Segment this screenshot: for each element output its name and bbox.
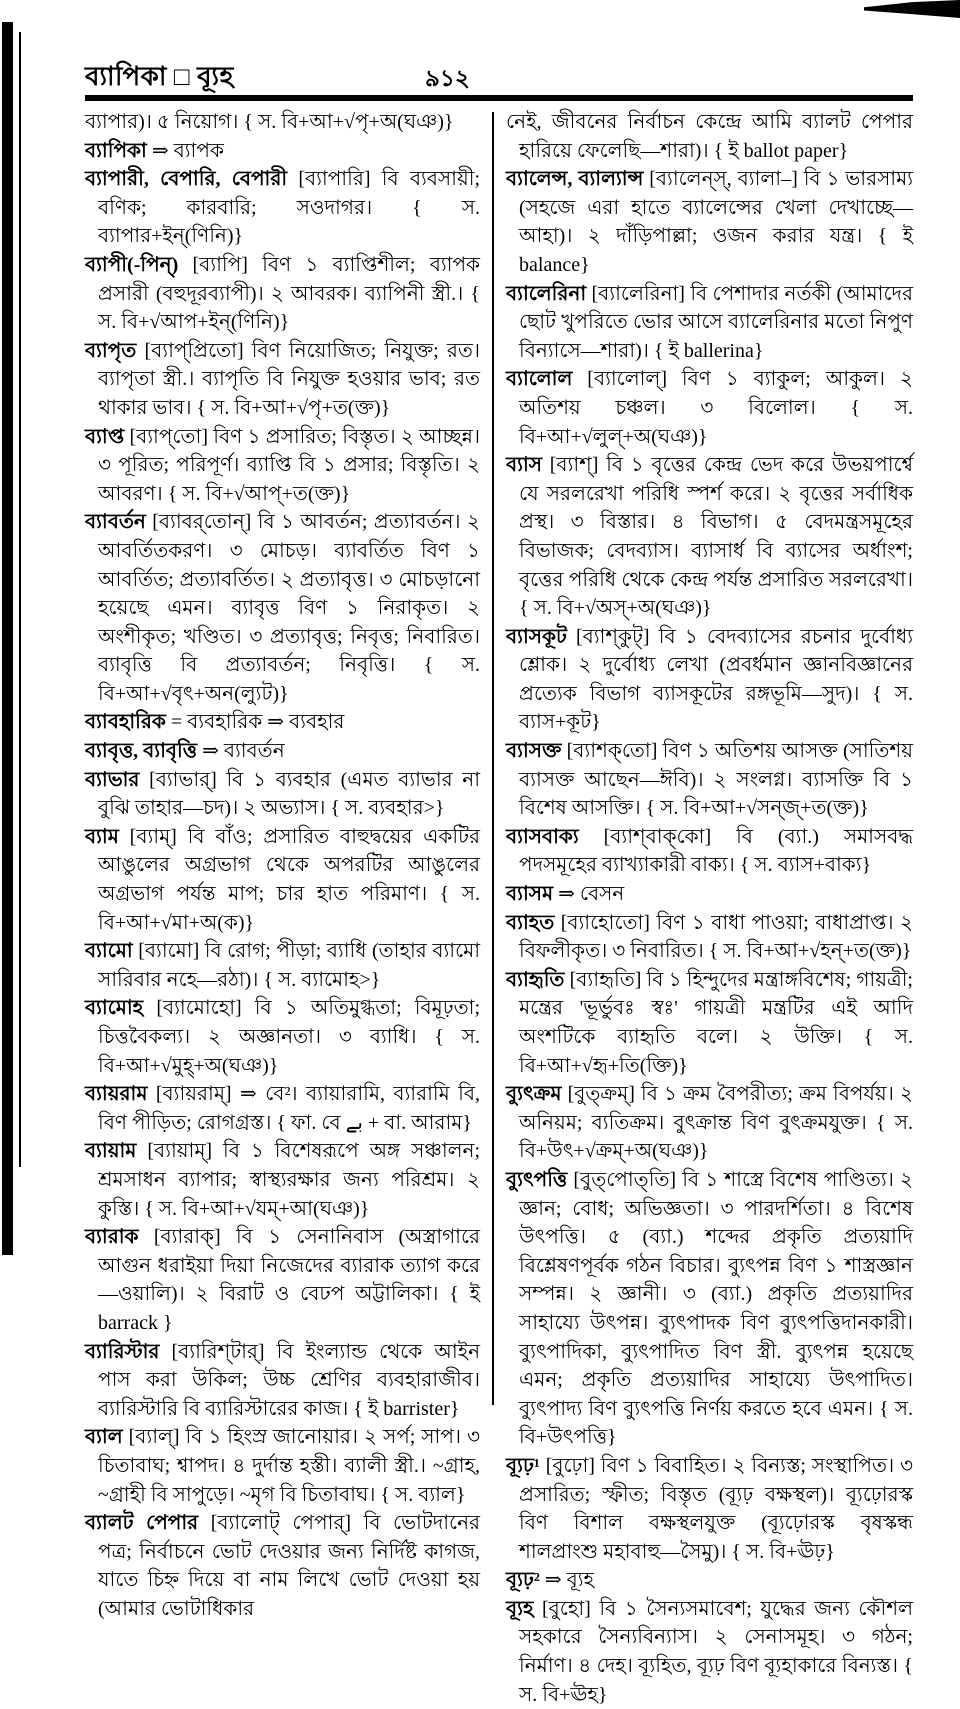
entry-body: [ব্যালেরিনা] বি পেশাদার নর্তকী (আমাদের ছোট খুপরিতে ভোর আসে ব্যালেরিনার মতো নিপুণ বিন্যাসে—শারা)। { ই ballerina} (519, 282, 913, 362)
entry-body: [ব্যাশক্‌তো] বিণ ১ অতিশয় আসক্ত (সাতিশয় ব্যাসক্ত আছেন—ঈবি)। ২ সংলগ্ন। ব্যাসক্তি বি ১ বিশেষ আসক্তি। { স. বি+আ+√সন্‌জ্+ত(ক্ত)} (519, 740, 913, 820)
dictionary-entry (506, 1452, 913, 1566)
dictionary-entry (85, 1080, 480, 1137)
entry-body: [ব্যাভার্] বি ১ ব্যবহার (এমত ব্যাভার না বুঝি তাহার—চদ)। ২ অভ্যাস। { স. ব্যবহার>} (98, 768, 481, 820)
dictionary-entry (506, 165, 913, 279)
dictionary-entry (506, 966, 913, 1080)
text-columns (85, 108, 913, 1709)
scan-artifact-left-line (19, 32, 21, 1167)
scan-artifact-left-band (2, 22, 13, 1255)
dictionary-entry (506, 737, 913, 823)
dictionary-entry (85, 737, 480, 766)
dictionary-entry (85, 423, 480, 509)
headword: ব্যারাক (85, 1226, 139, 1249)
headword: ব্যালেরিনা (506, 282, 587, 305)
headword: ব্যালট পেপার (85, 1512, 199, 1535)
headword: ব্যাপৃত (85, 339, 137, 362)
dictionary-entry (506, 880, 913, 909)
dictionary-entry (85, 708, 480, 737)
entry-body: ⇒ ব্যাপক (146, 139, 224, 162)
dictionary-entry (85, 108, 480, 137)
dictionary-entry (506, 1080, 913, 1166)
dictionary-entry (85, 165, 480, 251)
headword: ব্যাবৃত্ত, ব্যাবৃত্তি (85, 740, 198, 763)
headword: ব্যালেন্স, ব্যাল্যান্স (506, 168, 644, 191)
dictionary-entry (85, 1137, 480, 1223)
dictionary-entry (506, 451, 913, 623)
entry-body: [ব্যাশ্] বি ১ বৃত্তের কেন্দ্র ভেদ করে উভয়পার্শ্বে যে সরলরেখা পরিধি স্পর্শ করে। ২ বৃত্তের সর্বাধিক প্রস্থ। ৩ বিস্তার। ৪ বিভাগ। ৫ বেদমন্ত্রসমূহের বিভাজক; বেদব্যাস। ব্যাসার্ধ বি ব্যাসের অর্ধাংশ; বৃত্তের পরিধি থেকে কেন্দ্র পর্যন্ত প্রসারিত সরলরেখা। { স. বি+√অস্+অ(ঘঞ)} (519, 454, 913, 620)
dictionary-entry (506, 823, 913, 880)
left-column (85, 108, 480, 1709)
headword: ব্যাম (85, 825, 119, 848)
headword: ব্যায়রাম (85, 1083, 148, 1106)
entry-body: [ব্যাপ্‌প্রিতো] বিণ নিয়োজিত; নিযুক্ত; রত। ব্যাপৃতা স্ত্রী.। ব্যাপৃতি বি নিযুক্ত হওয়ার ভাব; রত থাকার ভাব। { স. বি+আ+√পৃ+ত(ক্ত)} (98, 339, 481, 419)
headword: ব্যামোহ (85, 997, 144, 1020)
dictionary-entry (506, 108, 913, 165)
page-number: ৯১২ (425, 66, 470, 91)
entry-body: = ব্যবহারিক ⇒ ব্যবহার (165, 711, 345, 734)
headword: ব্যাহত (506, 911, 555, 934)
headword: ব্যাপিকা (85, 139, 147, 162)
headword: ব্যূঢ়¹ (506, 1454, 540, 1477)
dictionary-entry (506, 1595, 913, 1709)
entry-body: [বুত্‌পোত্‌তি] বি ১ শাস্ত্রে বিশেষ পাণ্ডিত্য। ২ জ্ঞান; বোধ; অভিজ্ঞতা। ৩ পারদর্শিতা। ৪ বিশেষ উৎপত্তি। ৫ (ব্যা.) শব্দের প্রকৃতি প্রত্যয়াদি বিশ্লেষণপূর্বক গঠন বিচার। ব্যুৎপন্ন বিণ ১ শাস্ত্রজ্ঞান সম্পন্ন। ২ জ্ঞানী। ৩ (ব্যা.) প্রকৃতি প্রত্যয়াদির সাহায্যে উৎপন্ন। ব্যুৎপাদক বিণ ব্যুৎপত্তিদানকারী। ব্যুৎপাদিকা, ব্যুৎপাদিত বিণ স্ত্রী. ব্যুৎপন্ন হয়েছে এমন; প্রকৃতি প্রত্যয়াদির সাহায্যে উৎপাদিত। ব্যুৎপাদ্য বিণ ব্যুৎপত্তি নির্ণয় করতে হবে এমন। { স. বি+উৎপত্তি} (519, 1168, 913, 1449)
entry-body: [বুহো] বি ১ সৈন্যসমাবেশ; যুদ্ধের জন্য কৌশল সহকারে সৈন্যবিন্যাস। ২ সেনাসমূহ। ৩ গঠন; নির্মাণ। ৪ দেহ। ব্যূহিত, ব্যূঢ় বিণ ব্যূহাকারে বিন্যস্ত। { স. বি+ঊহ} (519, 1597, 913, 1706)
headword: ব্যাবর্তন (85, 511, 146, 534)
page-header (85, 56, 913, 92)
entry-body: [ব্যাবর্‌তোন্] বি ১ আবর্তন; প্রত্যাবর্তন। ২ আবর্তিতকরণ। ৩ মোচড়। ব্যাবর্তিত বিণ ১ আবর্তিত; প্রত্যাবর্তিত। ২ প্রত্যাবৃত্ত। ৩ মোচড়ানো হয়েছে এমন। ব্যাবৃত্ত বিণ ১ নিরাকৃত। ২ অংশীকৃত; খণ্ডিত। ৩ প্রত্যাবৃত্ত; নিবৃত্ত; নিবারিত। ব্যাবৃত্তি বি প্রত্যাবর্তন; নিবৃত্তি। { স. বি+আ+√বৃৎ+অন(ল্যুট)} (98, 511, 481, 705)
entry-body: ব্যাপার)। ৫ নিয়োগ। { স. বি+আ+√পৃ+অ(ঘঞ)} (85, 111, 454, 133)
entry-body: [ব্যাপারি] বি ব্যবসায়ী; বণিক; কারবারি; সওদাগর। { স. ব্যাপার+ইন্(ণিনি)} (98, 168, 481, 248)
dictionary-entry (506, 623, 913, 737)
entry-body: [ব্যালেন্স্, ব্যালা–] বি ১ ভারসাম্য (সহজে এরা হাতে ব্যালেন্সের খেলা দেখাচ্ছে—আহা)। ২ দাঁড়িপাল্লা; ওজন করার যন্ত্র। { ই balance} (519, 168, 914, 276)
dictionary-entry (85, 1509, 480, 1623)
entry-body: [ব্যালোল্] বিণ ১ ব্যাকুল; আকুল। ২ অতিশয় চঞ্চল। ৩ বিলোল। { স. বি+আ+√লুল্+অ(ঘঞ)} (519, 368, 913, 448)
dictionary-entry (85, 337, 480, 423)
entry-body: [ব্যালোট্ পেপার্] বি ভোটদানের পত্র; নির্বাচনে ভোট দেওয়ার জন্য নির্দিষ্ট কাগজ, যাতে চিহ্ন দিয়ে বা নাম লিখে ভোট দেওয়া হয় (আমার ভোটাধিকার (98, 1512, 481, 1620)
entry-body: [ব্যাহৃতি] বি ১ হিন্দুদের মন্ত্রাঙ্গবিশেষ; গায়ত্রী; মন্ত্রের 'ভূর্ভুবঃ স্বঃ' গায়ত্রী মন্ত্রটির এই আদি অংশটিকে ব্যাহৃতি বলে। ২ উক্তি। { স. বি+আ+√হৃ+তি(ক্তি)} (519, 968, 913, 1077)
dictionary-entry (506, 909, 913, 966)
headword: ব্যায়াম (85, 1140, 137, 1163)
entry-body: [ব্যাহোতো] বিণ ১ বাধা পাওয়া; বাধাপ্রাপ্ত। ২ বিফলীকৃত। ৩ নিবারিত। { স. বি+আ+√হন্+ত(ক্ত)} (519, 911, 913, 963)
headword: ব্যাপী(-পিন্) (85, 253, 179, 276)
headword: ব্যাল (85, 1426, 123, 1449)
scan-artifact-corner-streak (864, 0, 960, 18)
dictionary-entry (506, 365, 913, 451)
dictionary-entry (85, 1423, 480, 1509)
dictionary-entry (85, 766, 480, 823)
entry-body: ⇒ বেসন (553, 883, 625, 906)
entry-body: [ব্যায়রাম্] ⇒ বে²। ব্যায়ারামি, ব্যারামি বি, বিণ পীড়িত; রোগগ্রস্ত। { ফা. বে بے + বা. আরাম} (98, 1083, 481, 1134)
headword: ব্যাপ্ত (85, 425, 125, 448)
entry-body: [ব্যামোহো] বি ১ অতিমুগ্ধতা; বিমূঢ়তা; চিত্তবৈকল্য। ২ অজ্ঞানতা। ৩ ব্যাধি। { স. বি+আ+√মুহ্+অ(ঘঞ)} (98, 997, 481, 1077)
guide-words: ব্যাপিকা □ ব্যূহ (85, 62, 234, 91)
headword: ব্যাভার (85, 768, 140, 791)
entry-body: [ব্যাপি] বিণ ১ ব্যাপ্তিশীল; ব্যাপক প্রসারী (বহুদূরব্যাপী)। ২ আবরক। ব্যাপিনী স্ত্রী.। { স. বি+√আপ+ইন্(ণিনি)} (98, 253, 481, 334)
headword: ব্যূঢ়² (506, 1569, 540, 1592)
entry-body: [বুত্‌ক্রম্] বি ১ ক্রম বৈপরীত্য; ক্রম বিপর্যয়। ২ অনিয়ম; ব্যতিক্রম। বুৎক্রান্ত বিণ বুৎক্রমযুক্ত। { স. বি+উৎ+√ক্রম্+অ(ঘঞ)} (519, 1083, 913, 1163)
headword: ব্যাসক্ত (506, 740, 562, 763)
dictionary-entry (85, 937, 480, 994)
dictionary-entry (506, 280, 913, 366)
headword: ব্যুৎক্রম (506, 1083, 562, 1106)
entry-body: [ব্যাল্] বি ১ হিংস্র জানোয়ার। ২ সর্প; সাপ। ৩ চিতাবাঘ; শ্বাপদ। ৪ দুর্দান্ত হস্তী। ব্যালী স্ত্রী.। ~গ্রাহ, ~গ্রাহী বি সাপুড়ে। ~মৃগ বি চিতাবাঘ। { স. ব্যাল} (98, 1426, 481, 1506)
headword: ব্যারিস্টার (85, 1340, 160, 1363)
headword: ব্যাসবাক্য (506, 825, 579, 848)
right-column (506, 108, 913, 1709)
headword: ব্যাস (506, 454, 542, 477)
headword: ব্যাবহারিক (85, 711, 166, 734)
entry-body: [বুঢ়ো] বিণ ১ বিবাহিত। ২ বিন্যস্ত; সংস্থাপিত। ৩ প্রসারিত; স্ফীত; বিস্তৃত (ব্যূঢ় বক্ষস্থল)। ব্যূঢ়োরস্ক বিণ বিশাল বক্ষস্থলযুক্ত (ব্যূঢ়োরস্ক বৃষস্কন্ধ শালপ্রাংশু মহাবাহু—সৈমু)। { স. বি+ঊঢ়} (519, 1454, 913, 1563)
dictionary-entry (85, 1223, 480, 1337)
entry-body: [ব্যাশ্‌কুট্] বি ১ বেদব্যাসের রচনার দুর্বোধ্য শ্লোক। ২ দুর্বোধ্য লেখা (প্রবর্ধমান জ্ঞানবিজ্ঞানের প্রত্যেক বিভাগ ব্যাসকূটের রঙ্গভূমি—সুদ)। { স. ব্যাস+কূট} (519, 625, 913, 734)
dictionary-entry (85, 508, 480, 708)
dictionary-entry (506, 1166, 913, 1452)
dictionary-entry (85, 251, 480, 337)
entry-body: [ব্যামো] বি রোগ; পীড়া; ব্যাধি (তাহার ব্যামো সারিবার নহে—রঠা)। { স. ব্যামোহ>} (98, 940, 481, 991)
entry-body: [ব্যারাক্] বি ১ সেনানিবাস (অস্ত্রাগারে আগুন ধরাইয়া দিয়া নিজেদের ব্যারাক ত্যাগ করে—ওয়ালি)। ২ বিরাট ও বেঢপ অট্টালিকা। { ই barrack } (98, 1226, 481, 1334)
dictionary-page (85, 56, 913, 1709)
dictionary-entry (506, 1566, 913, 1595)
header-rule (85, 95, 913, 100)
headword: ব্যূহ (506, 1597, 534, 1620)
headword: ব্যুৎপত্তি (506, 1168, 568, 1191)
headword: ব্যাসম (506, 883, 554, 906)
headword: ব্যালোল (506, 368, 573, 391)
dictionary-entry (85, 994, 480, 1080)
headword: ব্যাহৃতি (506, 968, 565, 991)
entry-body: ⇒ ব্যূহ (539, 1569, 595, 1592)
headword: ব্যাসকূট (506, 625, 567, 648)
entry-body: [ব্যাশ্‌বাক্‌কো] বি (ব্যা.) সমাসবদ্ধ পদসমূহের ব্যাখ্যাকারী বাক্য। { স. ব্যাস+বাক্য} (519, 825, 913, 877)
entry-body: নেই, জীবনের নির্বাচন কেন্দ্রে আমি ব্যালট পেপার হারিয়ে ফেলেছি—শারা)। { ই ballot paper} (506, 111, 913, 162)
entry-body: [ব্যারিশ্‌টার্] বি ইংল্যান্ড থেকে আইন পাস করা উকিল; উচ্চ শ্রেণির ব্যবহারাজীব। ব্যারিস্টারি বি ব্যারিস্টারের কাজ। { ই barrister} (98, 1340, 481, 1420)
headword: ব্যামো (85, 940, 133, 963)
dictionary-entry (85, 1338, 480, 1424)
headword: ব্যাপারী, বেপারি, বেপারী (85, 168, 288, 191)
entry-body: [ব্যাম্] বি বাঁও; প্রসারিত বাহুদ্বয়ের একটির আঙুলের অগ্রভাগ থেকে অপরটির আঙুলের অগ্রভাগ পর্যন্ত মাপ; চার হাত পরিমাণ। { স. বি+আ+√মা+অ(ক)} (98, 825, 481, 934)
entry-body: ⇒ ব্যাবর্তন (197, 740, 285, 763)
dictionary-entry (85, 823, 480, 937)
entry-body: [ব্যাপ্‌তো] বিণ ১ প্রসারিত; বিস্তৃত। ২ আচ্ছন্ন। ৩ পূরিত; পরিপূর্ণ। ব্যাপ্তি বি ১ প্রসার; বিস্তৃতি। ২ আবরণ। { স. বি+√আপ্+ত(ক্ত)} (98, 425, 481, 505)
entry-body: [ব্যায়াম্] বি ১ বিশেষরূপে অঙ্গ সঞ্চালন; শ্রমসাধন ব্যাপার; স্বাস্থ্যরক্ষার জন্য পরিশ্রম। ২ কুস্তি। { স. বি+আ+√যম্+আ(ঘঞ)} (98, 1140, 481, 1220)
dictionary-entry (85, 137, 480, 166)
